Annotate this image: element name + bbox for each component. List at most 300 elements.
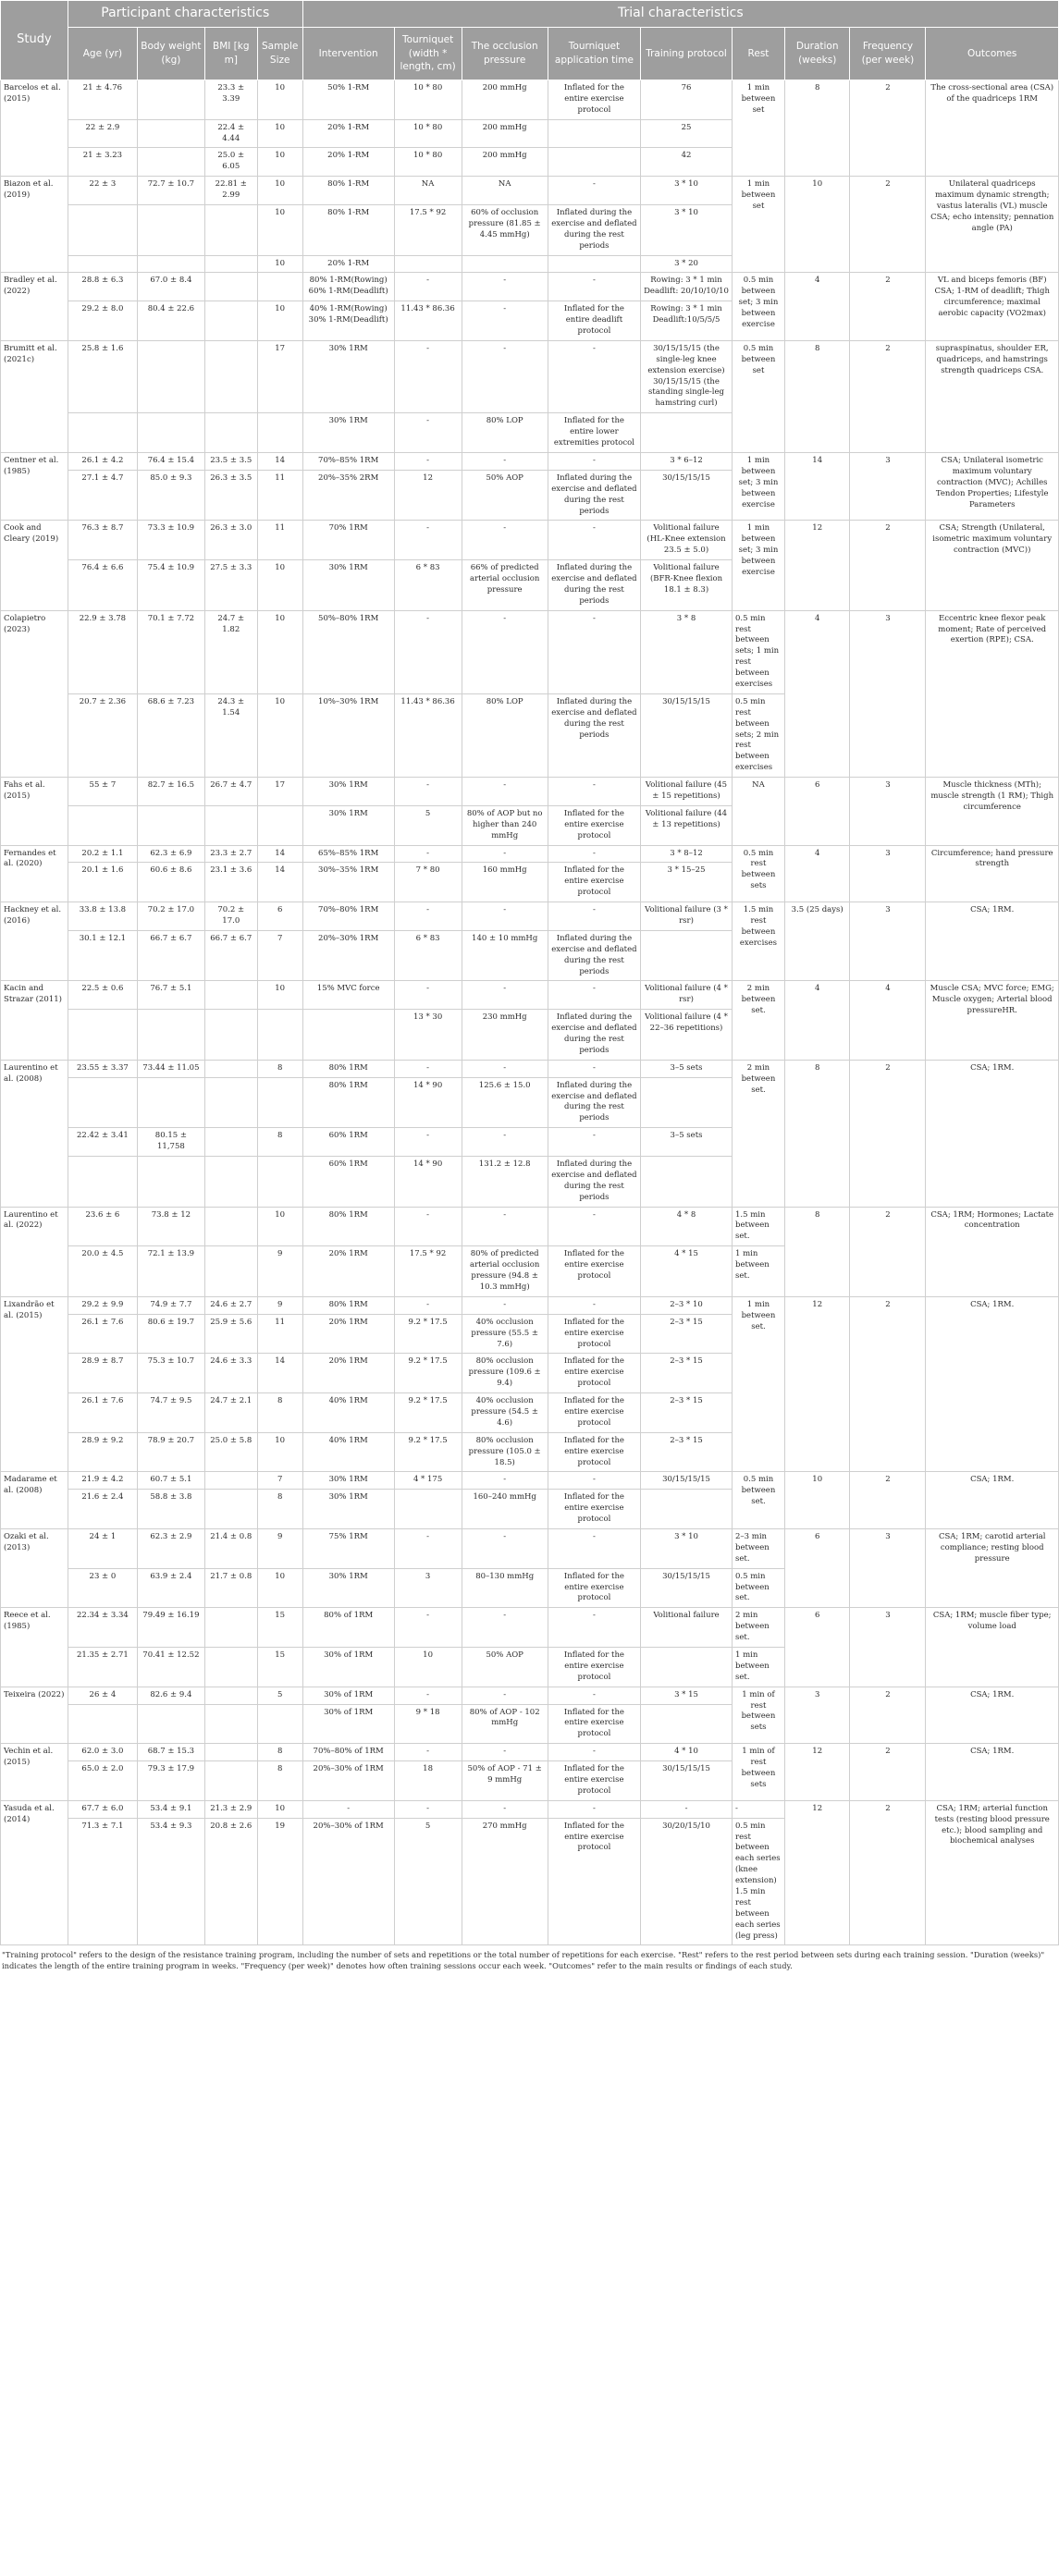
- sample-size-cell: 9: [257, 1296, 302, 1314]
- body-weight-cell: 62.3 ± 6.9: [137, 845, 204, 863]
- training-protocol-cell: Volitional failure (HL-Knee extension 23.5 ± 5.0): [641, 521, 733, 560]
- tourniquet-cell: -: [394, 1687, 462, 1704]
- sample-size-cell: 5: [257, 1687, 302, 1704]
- bmi-cell: 23.5 ± 3.5: [204, 452, 257, 470]
- intervention-cell: 40% 1RM: [302, 1393, 394, 1433]
- intervention-cell: 30%–35% 1RM: [302, 863, 394, 902]
- intervention-cell: 80% of 1RM: [302, 1608, 394, 1648]
- age-cell: 22 ± 2.9: [68, 119, 137, 148]
- body-weight-cell: 58.8 ± 3.8: [137, 1490, 204, 1529]
- occlusion-pressure-cell: 66% of predicted arterial occlusion pressure: [462, 560, 548, 611]
- bmi-cell: 23.1 ± 3.6: [204, 863, 257, 902]
- body-weight-cell: [137, 205, 204, 256]
- header-study: Study: [1, 1, 68, 80]
- application-time-cell: -: [548, 1296, 640, 1314]
- age-cell: 28.8 ± 6.3: [68, 273, 137, 301]
- bmi-cell: [204, 301, 257, 341]
- body-weight-cell: 74.9 ± 7.7: [137, 1296, 204, 1314]
- tourniquet-cell: -: [394, 1060, 462, 1077]
- occlusion-pressure-cell: 80% LOP: [462, 693, 548, 777]
- bmi-cell: [204, 1077, 257, 1128]
- duration-cell: 3.5 (25 days): [784, 902, 850, 981]
- age-cell: [68, 255, 137, 273]
- intervention-cell: 80% 1RM: [302, 1060, 394, 1077]
- occlusion-pressure-cell: 270 mmHg: [462, 1818, 548, 1945]
- age-cell: 22.42 ± 3.41: [68, 1128, 137, 1157]
- application-time-cell: [548, 148, 640, 177]
- body-weight-cell: 85.0 ± 9.3: [137, 470, 204, 521]
- bmi-cell: 25.9 ± 5.6: [204, 1314, 257, 1354]
- study-name-cell: Biazon et al. (2019): [1, 177, 68, 273]
- application-time-cell: -: [548, 1128, 640, 1157]
- sample-size-cell: 10: [257, 255, 302, 273]
- bmi-cell: [204, 1157, 257, 1208]
- table-row: [1, 1296, 1059, 1314]
- table-row: [1, 1060, 1059, 1077]
- application-time-cell: -: [548, 1608, 640, 1648]
- table-row: [1, 1528, 1059, 1568]
- bmi-cell: 21.3 ± 2.9: [204, 1800, 257, 1818]
- intervention-cell: 60% 1RM: [302, 1128, 394, 1157]
- application-time-cell: -: [548, 177, 640, 205]
- body-weight-cell: 53.4 ± 9.3: [137, 1818, 204, 1945]
- occlusion-pressure-cell: -: [462, 340, 548, 412]
- training-protocol-cell: Volitional failure (4 * 22–36 repetitions): [641, 1010, 733, 1061]
- frequency-cell: 2: [850, 1296, 926, 1472]
- frequency-cell: 3: [850, 778, 926, 845]
- age-cell: 23.55 ± 3.37: [68, 1060, 137, 1077]
- training-protocol-cell: 42: [641, 148, 733, 177]
- duration-cell: 6: [784, 778, 850, 845]
- occlusion-pressure-cell: -: [462, 1207, 548, 1246]
- training-protocol-cell: Volitional failure (45 ± 15 repetitions): [641, 778, 733, 806]
- study-name-cell: Fernandes et al. (2020): [1, 845, 68, 902]
- training-protocol-cell: 30/15/15/15 (the single-leg knee extension exercise) 30/15/15/15 (the standing single-leg hamstring curl): [641, 340, 733, 412]
- occlusion-pressure-cell: -: [462, 845, 548, 863]
- sample-size-cell: 10: [257, 148, 302, 177]
- sample-size-cell: 10: [257, 1568, 302, 1608]
- body-weight-cell: 78.9 ± 20.7: [137, 1432, 204, 1472]
- duration-cell: 6: [784, 1528, 850, 1607]
- outcomes-cell: CSA; 1RM.: [926, 1744, 1059, 1801]
- age-cell: 20.7 ± 2.36: [68, 693, 137, 777]
- header-intervention: Intervention: [302, 28, 394, 80]
- body-weight-cell: 73.44 ± 11.05: [137, 1060, 204, 1077]
- study-name-cell: Bradley et al. (2022): [1, 273, 68, 340]
- duration-cell: 8: [784, 1207, 850, 1296]
- training-protocol-cell: 25: [641, 119, 733, 148]
- training-protocol-cell: Volitional failure: [641, 1608, 733, 1648]
- outcomes-cell: Circumference; hand pressure strength: [926, 845, 1059, 902]
- occlusion-pressure-cell: -: [462, 452, 548, 470]
- intervention-cell: 30% 1RM: [302, 340, 394, 412]
- sample-size-cell: 10: [257, 80, 302, 120]
- application-time-cell: -: [548, 1060, 640, 1077]
- bmi-cell: [204, 1246, 257, 1297]
- bmi-cell: [204, 805, 257, 845]
- table-row: [1, 981, 1059, 1010]
- table-row: [1, 778, 1059, 806]
- tourniquet-cell: -: [394, 778, 462, 806]
- body-weight-cell: 66.7 ± 6.7: [137, 930, 204, 981]
- tourniquet-cell: 3: [394, 1568, 462, 1608]
- occlusion-pressure-cell: 200 mmHg: [462, 148, 548, 177]
- occlusion-pressure-cell: -: [462, 778, 548, 806]
- age-cell: 21 ± 4.76: [68, 80, 137, 120]
- application-time-cell: Inflated during the exercise and deflated during the rest periods: [548, 693, 640, 777]
- application-time-cell: Inflated for the entire exercise protocol: [548, 863, 640, 902]
- study-name-cell: Hackney et al. (2016): [1, 902, 68, 981]
- header-outcomes: Outcomes: [926, 28, 1059, 80]
- application-time-cell: Inflated for the entire exercise protocol: [548, 1647, 640, 1687]
- duration-cell: 3: [784, 1687, 850, 1744]
- bmi-cell: [204, 1207, 257, 1246]
- age-cell: 27.1 ± 4.7: [68, 470, 137, 521]
- occlusion-pressure-cell: 80% LOP: [462, 413, 548, 453]
- occlusion-pressure-cell: -: [462, 1128, 548, 1157]
- body-weight-cell: [137, 805, 204, 845]
- training-protocol-cell: [641, 413, 733, 453]
- occlusion-pressure-cell: 50% of AOP - 71 ± 9 mmHg: [462, 1761, 548, 1801]
- bmi-cell: 26.3 ± 3.0: [204, 521, 257, 560]
- duration-cell: 8: [784, 340, 850, 452]
- intervention-cell: 30% 1RM: [302, 560, 394, 611]
- rest-cell: 0.5 min rest between each series (knee extension) 1.5 min rest between each series (leg press): [733, 1818, 785, 1945]
- body-weight-cell: 68.7 ± 15.3: [137, 1744, 204, 1761]
- body-weight-cell: [137, 1077, 204, 1128]
- intervention-cell: 20%–30% of 1RM: [302, 1818, 394, 1945]
- duration-cell: 10: [784, 1472, 850, 1529]
- sample-size-cell: 11: [257, 521, 302, 560]
- tourniquet-cell: 14 * 90: [394, 1157, 462, 1208]
- tourniquet-cell: -: [394, 610, 462, 693]
- application-time-cell: -: [548, 521, 640, 560]
- body-weight-cell: 60.7 ± 5.1: [137, 1472, 204, 1490]
- bmi-cell: [204, 1128, 257, 1157]
- occlusion-pressure-cell: -: [462, 1608, 548, 1648]
- age-cell: 21.35 ± 2.71: [68, 1647, 137, 1687]
- bmi-cell: [204, 1608, 257, 1648]
- sample-size-cell: [257, 1157, 302, 1208]
- frequency-cell: 3: [850, 902, 926, 981]
- bmi-cell: 25.0 ± 6.05: [204, 148, 257, 177]
- rest-cell: 1 min between set.: [733, 1296, 785, 1472]
- bmi-cell: 24.3 ± 1.54: [204, 693, 257, 777]
- sample-size-cell: 10: [257, 119, 302, 148]
- outcomes-cell: CSA; 1RM.: [926, 1472, 1059, 1529]
- intervention-cell: 20% 1RM: [302, 1354, 394, 1393]
- sample-size-cell: 8: [257, 1128, 302, 1157]
- header-occlusion-pressure: The occlusion pressure: [462, 28, 548, 80]
- tourniquet-cell: -: [394, 413, 462, 453]
- body-weight-cell: 68.6 ± 7.23: [137, 693, 204, 777]
- table-body: [1, 80, 1059, 1945]
- table-row: [1, 1472, 1059, 1490]
- intervention-cell: -: [302, 1800, 394, 1818]
- body-weight-cell: 70.2 ± 17.0: [137, 902, 204, 931]
- occlusion-pressure-cell: -: [462, 1687, 548, 1704]
- rest-cell: 1 min of rest between sets: [733, 1687, 785, 1744]
- tourniquet-cell: 9.2 * 17.5: [394, 1393, 462, 1433]
- occlusion-pressure-cell: 80% occlusion pressure (109.6 ± 9.4): [462, 1354, 548, 1393]
- header-duration: Duration (weeks): [784, 28, 850, 80]
- occlusion-pressure-cell: -: [462, 1744, 548, 1761]
- intervention-cell: 30% 1RM: [302, 413, 394, 453]
- age-cell: 67.7 ± 6.0: [68, 1800, 137, 1818]
- training-protocol-cell: [641, 1647, 733, 1687]
- bmi-cell: [204, 1060, 257, 1077]
- bmi-cell: 23.3 ± 3.39: [204, 80, 257, 120]
- tourniquet-cell: 7 * 80: [394, 863, 462, 902]
- rest-cell: -: [733, 1800, 785, 1818]
- bmi-cell: 22.4 ± 4.44: [204, 119, 257, 148]
- intervention-cell: 20% 1-RM: [302, 255, 394, 273]
- bmi-cell: [204, 1647, 257, 1687]
- application-time-cell: -: [548, 1528, 640, 1568]
- sample-size-cell: [257, 413, 302, 453]
- rest-cell: NA: [733, 778, 785, 845]
- tourniquet-cell: -: [394, 1608, 462, 1648]
- study-name-cell: Laurentino et al. (2008): [1, 1060, 68, 1207]
- intervention-cell: 20%–30% 1RM: [302, 930, 394, 981]
- training-protocol-cell: [641, 1077, 733, 1128]
- rest-cell: 1.5 min rest between exercises: [733, 902, 785, 981]
- occlusion-pressure-cell: 125.6 ± 15.0: [462, 1077, 548, 1128]
- frequency-cell: 2: [850, 80, 926, 177]
- intervention-cell: [302, 1010, 394, 1061]
- bmi-cell: [204, 1472, 257, 1490]
- sample-size-cell: 7: [257, 930, 302, 981]
- training-protocol-cell: 4 * 8: [641, 1207, 733, 1246]
- study-name-cell: Brumitt et al. (2021c): [1, 340, 68, 452]
- body-weight-cell: 75.3 ± 10.7: [137, 1354, 204, 1393]
- outcomes-cell: VL and biceps femoris (BF) CSA; 1-RM of deadlift; Thigh circumference; maximal aerobic capacity (VO2max): [926, 273, 1059, 340]
- application-time-cell: Inflated for the entire exercise protocol: [548, 1314, 640, 1354]
- tourniquet-cell: 9.2 * 17.5: [394, 1432, 462, 1472]
- tourniquet-cell: 5: [394, 1818, 462, 1945]
- bmi-cell: 66.7 ± 6.7: [204, 930, 257, 981]
- body-weight-cell: [137, 80, 204, 120]
- age-cell: [68, 205, 137, 256]
- intervention-cell: 70%–85% 1RM: [302, 452, 394, 470]
- sample-size-cell: 14: [257, 845, 302, 863]
- frequency-cell: 2: [850, 521, 926, 610]
- application-time-cell: Inflated for the entire exercise protocol: [548, 1568, 640, 1608]
- intervention-cell: 50% 1-RM: [302, 80, 394, 120]
- application-time-cell: -: [548, 902, 640, 931]
- intervention-cell: 80% 1-RM: [302, 205, 394, 256]
- occlusion-pressure-cell: -: [462, 273, 548, 301]
- table-header: [1, 1, 1059, 80]
- sample-size-cell: 10: [257, 1800, 302, 1818]
- sample-size-cell: [257, 273, 302, 301]
- body-weight-cell: 82.6 ± 9.4: [137, 1687, 204, 1704]
- bmi-cell: 26.7 ± 4.7: [204, 778, 257, 806]
- rest-cell: 0.5 min between set: [733, 340, 785, 452]
- training-protocol-cell: 2–3 * 15: [641, 1314, 733, 1354]
- duration-cell: 12: [784, 1744, 850, 1801]
- occlusion-pressure-cell: -: [462, 1528, 548, 1568]
- bmi-cell: 24.7 ± 2.1: [204, 1393, 257, 1433]
- training-protocol-cell: 30/15/15/15: [641, 693, 733, 777]
- tourniquet-cell: [394, 1490, 462, 1529]
- tourniquet-cell: -: [394, 273, 462, 301]
- application-time-cell: Inflated for the entire lower extremities protocol: [548, 413, 640, 453]
- application-time-cell: [548, 119, 640, 148]
- sample-size-cell: 10: [257, 610, 302, 693]
- table-row: [1, 1608, 1059, 1648]
- rest-cell: 1 min between set; 3 min between exercise: [733, 521, 785, 610]
- outcomes-cell: CSA; 1RM; muscle fiber type; volume load: [926, 1608, 1059, 1687]
- outcomes-cell: CSA; 1RM.: [926, 1296, 1059, 1472]
- age-cell: [68, 413, 137, 453]
- bmi-cell: [204, 1744, 257, 1761]
- occlusion-pressure-cell: 80–130 mmHg: [462, 1568, 548, 1608]
- sample-size-cell: 10: [257, 205, 302, 256]
- rest-cell: 0.5 min rest between sets: [733, 845, 785, 902]
- application-time-cell: -: [548, 452, 640, 470]
- training-protocol-cell: Volitional failure (BFR-Knee flexion 18.1 ± 8.3): [641, 560, 733, 611]
- application-time-cell: -: [548, 273, 640, 301]
- occlusion-pressure-cell: -: [462, 902, 548, 931]
- occlusion-pressure-cell: [462, 255, 548, 273]
- age-cell: [68, 1157, 137, 1208]
- age-cell: 33.8 ± 13.8: [68, 902, 137, 931]
- occlusion-pressure-cell: 40% occlusion pressure (55.5 ± 7.6): [462, 1314, 548, 1354]
- tourniquet-cell: 6 * 83: [394, 560, 462, 611]
- training-protocol-cell: 4 * 10: [641, 1744, 733, 1761]
- occlusion-pressure-cell: 80% occlusion pressure (105.0 ± 18.5): [462, 1432, 548, 1472]
- body-weight-cell: 75.4 ± 10.9: [137, 560, 204, 611]
- study-name-cell: Lixandrão et al. (2015): [1, 1296, 68, 1472]
- duration-cell: 6: [784, 1608, 850, 1687]
- application-time-cell: Inflated during the exercise and deflated during the rest periods: [548, 930, 640, 981]
- application-time-cell: -: [548, 1744, 640, 1761]
- table-row: [1, 845, 1059, 863]
- training-protocol-cell: 3 * 6–12: [641, 452, 733, 470]
- outcomes-cell: CSA; 1RM; Hormones; Lactate concentration: [926, 1207, 1059, 1296]
- application-time-cell: Inflated for the entire exercise protocol: [548, 1704, 640, 1744]
- header-sample-size: Sample Size: [257, 28, 302, 80]
- tourniquet-cell: 11.43 * 86.36: [394, 301, 462, 341]
- training-protocol-cell: Volitional failure (3 * rsr): [641, 902, 733, 931]
- sample-size-cell: 10: [257, 1207, 302, 1246]
- header-application-time: Tourniquet application time: [548, 28, 640, 80]
- training-protocol-cell: Rowing: 3 * 1 min Deadlift: 20/10/10/10: [641, 273, 733, 301]
- training-protocol-cell: 2–3 * 15: [641, 1432, 733, 1472]
- training-protocol-cell: [641, 1157, 733, 1208]
- sample-size-cell: 10: [257, 1432, 302, 1472]
- outcomes-cell: CSA; Strength (Unilateral, isometric maximum voluntary contraction (MVC)): [926, 521, 1059, 610]
- table-row: [1, 80, 1059, 120]
- training-protocol-cell: 3–5 sets: [641, 1060, 733, 1077]
- bmi-cell: [204, 1704, 257, 1744]
- occlusion-pressure-cell: 50% AOP: [462, 470, 548, 521]
- rest-cell: 1 min between set: [733, 80, 785, 177]
- occlusion-pressure-cell: 50% AOP: [462, 1647, 548, 1687]
- application-time-cell: Inflated during the exercise and deflated during the rest periods: [548, 205, 640, 256]
- tourniquet-cell: 10: [394, 1647, 462, 1687]
- header-rest: Rest: [733, 28, 785, 80]
- training-protocol-cell: 4 * 15: [641, 1246, 733, 1297]
- bmi-cell: 70.2 ± 17.0: [204, 902, 257, 931]
- intervention-cell: 30% 1RM: [302, 778, 394, 806]
- intervention-cell: 15% MVC force: [302, 981, 394, 1010]
- application-time-cell: Inflated for the entire exercise protocol: [548, 1393, 640, 1433]
- frequency-cell: 4: [850, 981, 926, 1060]
- header-participant-characteristics: Participant characteristics: [68, 1, 302, 28]
- intervention-cell: 70% 1RM: [302, 521, 394, 560]
- sample-size-cell: [257, 805, 302, 845]
- application-time-cell: Inflated during the exercise and deflated during the rest periods: [548, 470, 640, 521]
- body-weight-cell: 73.3 ± 10.9: [137, 521, 204, 560]
- age-cell: [68, 1704, 137, 1744]
- frequency-cell: 2: [850, 1744, 926, 1801]
- age-cell: 21.6 ± 2.4: [68, 1490, 137, 1529]
- training-protocol-cell: 3 * 8–12: [641, 845, 733, 863]
- intervention-cell: 70%–80% 1RM: [302, 902, 394, 931]
- sample-size-cell: 19: [257, 1818, 302, 1945]
- body-weight-cell: 80.4 ± 22.6: [137, 301, 204, 341]
- frequency-cell: 2: [850, 1060, 926, 1207]
- outcomes-cell: CSA; 1RM.: [926, 1060, 1059, 1207]
- training-protocol-cell: 3 * 10: [641, 1528, 733, 1568]
- age-cell: 29.2 ± 9.9: [68, 1296, 137, 1314]
- body-weight-cell: [137, 1704, 204, 1744]
- occlusion-pressure-cell: 80% of AOP but no higher than 240 mmHg: [462, 805, 548, 845]
- table-row: [1, 521, 1059, 560]
- age-cell: [68, 1077, 137, 1128]
- occlusion-pressure-cell: -: [462, 610, 548, 693]
- bmi-cell: 25.0 ± 5.8: [204, 1432, 257, 1472]
- intervention-cell: 50%–80% 1RM: [302, 610, 394, 693]
- bmi-cell: 21.7 ± 0.8: [204, 1568, 257, 1608]
- study-name-cell: Colapietro (2023): [1, 610, 68, 777]
- tourniquet-cell: -: [394, 845, 462, 863]
- sample-size-cell: 14: [257, 863, 302, 902]
- occlusion-pressure-cell: -: [462, 521, 548, 560]
- body-weight-cell: 72.1 ± 13.9: [137, 1246, 204, 1297]
- intervention-cell: 60% 1RM: [302, 1157, 394, 1208]
- training-protocol-cell: 3 * 15–25: [641, 863, 733, 902]
- intervention-cell: 30% of 1RM: [302, 1704, 394, 1744]
- outcomes-cell: Unilateral quadriceps maximum dynamic strength; vastus lateralis (VL) muscle CSA; echo intensity; pennation angle (PA): [926, 177, 1059, 273]
- sample-size-cell: 11: [257, 1314, 302, 1354]
- table-row: [1, 1800, 1059, 1818]
- duration-cell: 10: [784, 177, 850, 273]
- bmi-cell: [204, 205, 257, 256]
- age-cell: 29.2 ± 8.0: [68, 301, 137, 341]
- header-tourniquet: Tourniquet (width * length, cm): [394, 28, 462, 80]
- intervention-cell: 80% 1RM: [302, 1296, 394, 1314]
- table-row: [1, 273, 1059, 301]
- occlusion-pressure-cell: NA: [462, 177, 548, 205]
- age-cell: 21 ± 3.23: [68, 148, 137, 177]
- occlusion-pressure-cell: 230 mmHg: [462, 1010, 548, 1061]
- frequency-cell: 3: [850, 1608, 926, 1687]
- header-frequency: Frequency (per week): [850, 28, 926, 80]
- frequency-cell: 2: [850, 1800, 926, 1945]
- sample-size-cell: 10: [257, 560, 302, 611]
- age-cell: 26.1 ± 4.2: [68, 452, 137, 470]
- tourniquet-cell: -: [394, 1296, 462, 1314]
- bmi-cell: 27.5 ± 3.3: [204, 560, 257, 611]
- application-time-cell: -: [548, 1800, 640, 1818]
- rest-cell: 1.5 min between set.: [733, 1207, 785, 1246]
- outcomes-cell: Muscle CSA; MVC force; EMG; Muscle oxygen; Arterial blood pressureHR.: [926, 981, 1059, 1060]
- body-weight-cell: [137, 148, 204, 177]
- tourniquet-cell: 4 * 175: [394, 1472, 462, 1490]
